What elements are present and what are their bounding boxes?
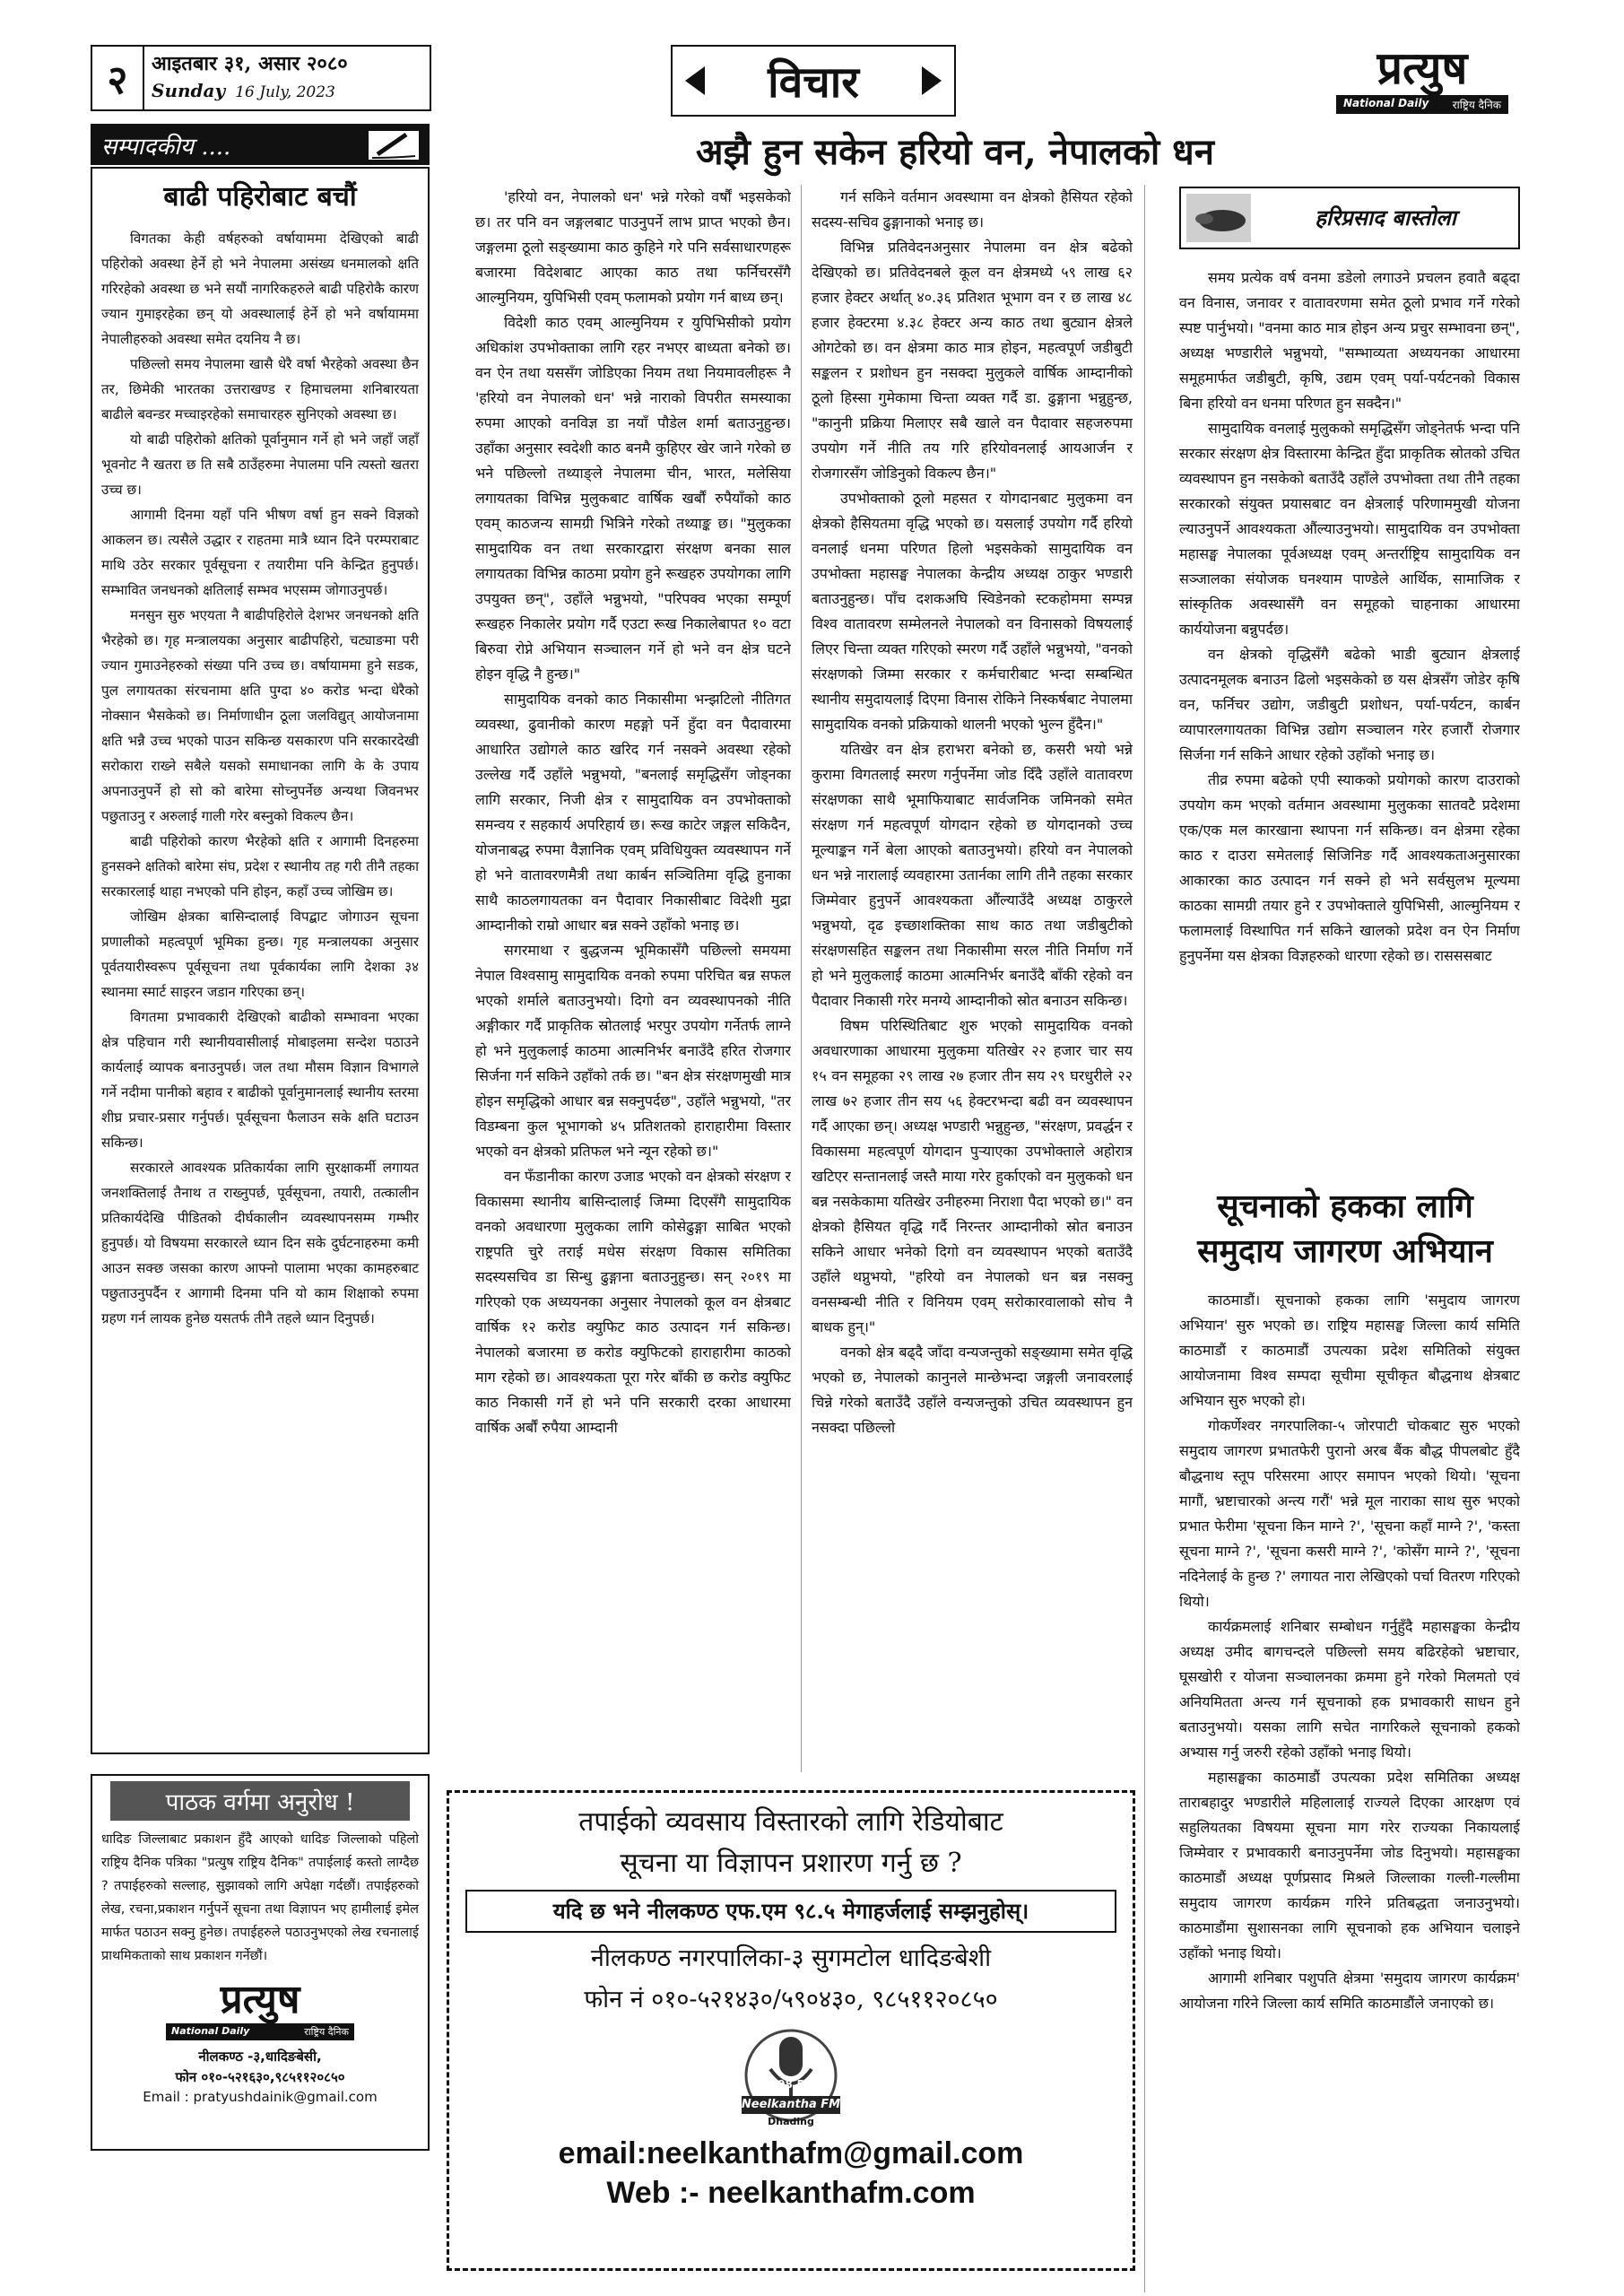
editorial-paragraph: मनसुन सुरु भएयता नै बाढीपहिरोले देशभर जनधनको क्षति भैरहेको छ। गृह मन्त्रालयका अनुसार बाढीपहिरो, चट्याङमा परी ज्यान गुमाउनेहरुको संख्या पनि उच्च छ। वर्षायाममा हुने सडक, पुल लगायतका संरचनामा क्षति पुग्दा ४० करोड भन्दा धेरैको नोक्सान भैसकेको छ। निर्माणाधीन ठूला जलविद्युत् आयोजनामा क्षति भन्नै उच्च भएको पाउन सकिन्छ यसकारण पनि सरकारदेखी सरोकारा राख्ने सबैले यसको समाधानका लागि के के उपाय अपनाउनुपर्ने हो सो को बारेमा सोच्नुपर्नेछ अन्यथा जिवनभर पछुताउनु र अरुलाई गाली गरेर बस्नुको विकल्प छैन। xyxy=(101,607,419,824)
article-paragraph: सगरमाथा र बुद्धजन्म भूमिकासँगै पछिल्लो समयमा नेपाल विश्वसामु सामुदायिक वनको रुपमा परिचित बन्न सफल भएको शर्माले बताउनुभयो। दिगो वन व्यवस्थापनको नीति अङ्गीकार गर्दै प्राकृतिक स्रोतलाई भरपुर उपयोग गर्नेतर्फ लाग्ने हो भने मुलुकलाई काठमा आत्मनिर्भर बनाउँदै हरित रोजगार सिर्जना गर्न सकिने उहाँको तर्क छ। "बन क्षेत्र संरक्षणमुखी मात्र होइन समृद्धिको आधार बन्न सक्नुपर्दछ", उहाँले भन्नुभयो, "तर विडम्बना कुल भूभागको ४५ प्रतिशतको हाराहारीमा विस्तार भएको वन क्षेत्रको प्रतिफल भने न्यून रहेको छ।" xyxy=(475,942,791,1160)
news-paragraph: कार्यक्रमलाई शनिबार सम्बोधन गर्नुहुँदै महासङ्घका केन्द्रीय अध्यक्ष उमीद बागचन्दले पछिल्लो समय बढिरहेको भ्रष्टाचार, घूसखोरी र योजना सञ्चालनका क्रममा हुने गरेको मिलमतो एवं अनियमितता अन्त्य गर्न सूचनाको हक प्रभावकारी साधन हुने बताउनुभयो। यसका लागि सचेत नागरिकले सूचनाको हकको अभ्यास गर्नु जरुरी रहेको उहाँको भनाइ थियो। xyxy=(1179,1618,1520,1761)
page-number: २ xyxy=(107,57,128,103)
editorial-box xyxy=(91,167,430,1754)
ad-line-2: सूचना या विज्ञापन प्रशारण गर्नु छ ? xyxy=(620,1848,962,1879)
article-headline: अझै हुन सकेन हरियो वन, नेपालको धन xyxy=(696,131,1214,173)
editorial-label: सम्पादकीय .... xyxy=(101,134,231,161)
request-logo-text: प्रत्युष xyxy=(220,1977,300,2022)
article-paragraph: यतिखेर वन क्षेत्र हराभरा बनेको छ, कसरी भयो भन्ने कुरामा विगतलाई स्मरण गर्नुपर्नेमा जोड दिँदै उहाँले वातावरण संरक्षणका साथै भूमाफियाबाट सार्वजनिक जमिनको समेत संरक्षण गर्न महत्वपूर्ण योगदान रहेको छ योगदानको उच्च मूल्याङ्कन गर्ने बेला आएको बताउनुभयो। हरियो वन नेपालको धन भन्ने नारालाई व्यवहारमा उतार्नका लागि तीनै तहका सरकार जिम्मेवार हुनुपर्ने आवश्यकता औंल्याउँदै अध्यक्ष ठाकुरले भन्नुभयो, दृढ इच्छाशक्तिका साथ काठ तथा जडीबुटीको संरक्षणसहित सङ्कलन तथा निकासीमा सरल नीति निर्माण गर्ने हो भने मुलुकलाई काठमा आत्मनिर्भर बनाउँदै बाँकी रहेको वन पैदावार निकासी गरेर मनग्ये आम्दानीको स्रोत बनाउन सकिन्छ। xyxy=(812,741,1133,1009)
editorial-paragraph: विगतका केही वर्षहरुको वर्षायाममा देखिएको बाढी पहिरोको अवस्था हेर्ने हो भने नेपालमा असंख्य धनमालको क्षति गरिरहेको अवस्था छ भने सयौं नागरिकहरुले बाढी पहिरोकै कारण ज्यान गुमाइरहेका छन् यो अवस्थालाई हेर्ने हो भने वर्षायाममा नेपालीहरुको अवस्था समेत दयनिय नै छ। xyxy=(101,230,419,347)
section-banner xyxy=(671,45,956,117)
ad-web[interactable]: Web :- neelkanthafm.com xyxy=(606,2176,976,2210)
article-column-3 xyxy=(1179,265,1520,1168)
date-block xyxy=(144,45,431,111)
editorial-label-bar xyxy=(91,124,430,165)
page-number-box xyxy=(91,45,144,111)
article-paragraph: समय प्रत्येक वर्ष वनमा डडेलो लगाउने प्रचलन हवातै बढ्दा वन विनास, जनावर र वातावरणमा समेत ठूलो प्रभाव गर्ने गरेको स्पष्ट पार्नुभयो। "वनमा काठ मात्र होइन अन्य प्रचुर सम्भावना छन्", अध्यक्ष भण्डारीले भन्नुभयो, "सम्भाव्यता अध्ययनका आधारमा समूहमार्फत जडीबुटी, कृषि, उद्यम एवम् पर्या-पर्यटनको विकास बिना हरियो वन धनमा परिणत हुन सक्दैन।" xyxy=(1179,269,1520,412)
news-headline-line1: सूचनाको हकका लागि xyxy=(1217,1187,1473,1225)
ad-logo-freq: 98.5 xyxy=(777,2078,804,2091)
article-paragraph: सामुदायिक वनको काठ निकासीमा भन्झटिलो नीतिगत व्यवस्था, ढुवानीको कारण महङ्गो पर्ने हुँदा वन पैदावारमा आधारित उद्योगले काठ खरिद गर्न नसक्ने अवस्था रहेको उल्लेख गर्दै उहाँले भन्नुभयो, "बनलाई समृद्धिसँग जोड्नका लागि सरकार, निजी क्षेत्र र सामुदायिक वन उपभोक्ताको समन्वय र सहकार्य अपरिहार्य छ। रूख काटेर जङ्गल सकिदैन, योजनाबद्ध रुपमा वैज्ञानिक एवम् प्रविधियुक्त व्यवस्थापन गर्ने हो भने वातावरणमैत्री तथा कार्बन सञ्चितिमा वृद्धि हुनाका साथै काठलगायतका वन पैदावार निकासीबाट विदेशी मुद्रा आम्दानीको राम्रो आधार बन्न सक्ने उहाँको भनाइ छ। xyxy=(475,691,791,934)
author-photo-icon xyxy=(1186,194,1251,242)
article-paragraph: वन क्षेत्रको वृद्धिसँगै बढेको भाडी बुट्यान क्षेत्रलाई उत्पादनमूलक बनाउन ढिलो भइसकेको छ यस क्षेत्रसँग जोडेर कृषि वन, फर्निचर उद्योग, जडीबुटी प्रशोधन, पर्या-पर्यटन, कार्बन व्यापारलगायतका विभिन्न उद्योग सञ्चालन गरेर हजारौं रोजगार सिर्जना गर्न सकिने आधार रहेको उहाँको भनाइ छ। xyxy=(1179,646,1520,763)
ad-line-5: फोन नं ०१०-५२१४३०/५९०४३०, ९८५११२०८५० xyxy=(584,1986,998,2013)
column-divider xyxy=(801,185,802,1772)
editorial-title: बाढी पहिरोबाट बचौं xyxy=(163,181,357,213)
request-title: पाठक वर्गमा अनुरोध ! xyxy=(165,1789,355,1816)
news-paragraph: गोकर्णेश्वर नगरपालिका-५ जोरपाटी चोकबाट सुरु भएको समुदाय जागरण प्रभातफेरी पुरानो अरब बैंक बौद्ध पीपलबोट हुँदै बौद्धनाथ स्तूप परिसरमा आएर समापन भएको थियो। 'सूचना मागौं, भ्रष्टाचारको अन्त्य गरौं' भन्ने मूल नाराका साथ सुरु भएको प्रभात फेरीमा 'सूचना किन माग्ने ?', 'सूचना कहाँ माग्ने ?', 'कस्ता सूचना माग्ने ?', 'सूचना कसरी माग्ने ?', 'कोसँग माग्ने ?', 'सूचना नदिनेलाई के हुन्छ ?' लगायत नारा लेखिएको पर्चा वितरण गरिएको थियो। xyxy=(1179,1417,1520,1610)
logo-sub-left: National Daily xyxy=(1343,97,1429,109)
logo-text: प्रत्युष xyxy=(1376,41,1468,94)
section-title: विचार xyxy=(768,57,859,108)
article-column-2 xyxy=(812,185,1133,1770)
ad-logo-sub: Dhading xyxy=(768,2116,814,2127)
article-paragraph: विदेशी काठ एवम् आल्मुनियम र युपिभिसीको प्रयोग अधिकांश उपभोक्ताका लागि रहर नभएर बाध्यता बनेको छ। वन ऐन तथा यससँग जोडिएका नियम तथा नियमावलीहरू नै 'हरियो वन नेपालको धन' भन्ने नाराको विपरीत समस्याका रुपमा आएको वनविज्ञ डा नयाँ पौडेल शर्मा बताउनुहुन्छ। उहाँका अनुसार स्वदेशी काठ बनमै कुहिएर खेर जाने गरेको छ भने पछिल्लो तथ्याङ्ले नेपालमा चीन, भारत, मलेसिया लगायतका विभिन्न मुलुकबाट वार्षिक खर्बौं रुपैयाँको काठ एवम् काठजन्य सामग्री भित्रिने गरेको तथ्याङ्क छ। "मुलुकका सामुदायिक वन तथा सरकारद्वारा संरक्षण बनका साल लगायतका विभिन्न काठमा प्रयोग हुने रूखहरु उपयोगका लागि उपयुक्त छन्", उहाँले भन्नुभयो, "परिपक्व भएका सम्पूर्ण रूखहरु निकालेर प्रयोग गर्दै एउटा रूख निकालेबापत १० वटा बिरुवा रोप्ने अभियान सञ्चालन गर्ने हो भने वन क्षेत्र घटने होइन वृद्धि नै हुन्छ।" xyxy=(475,314,791,683)
article-paragraph: विभिन्न प्रतिवेदनअनुसार नेपालमा वन क्षेत्र बढेको देखिएको छ। प्रतिवेदनबले कूल वन क्षेत्रमध्ये ५९ लाख ६२ हजार हेक्टर अर्थात् ४०.३६ प्रतिशत भूभाग वन र छ लाख ४८ हजार हेक्टरमा ४.३८ हेक्टर अन्य काठ तथा बुट्यान क्षेत्रले ओगटेको छ। वन क्षेत्रमा काठ मात्र होइन, महत्वपूर्ण जडीबुटी सङ्कलन र प्रशोधन हुन नसक्दा मुलुकले वार्षिक आम्दानीको ठूलो हिस्सा गुमेकामा चिन्ता व्यक्त गर्दै डा. ढुङ्गाना भन्नुहुन्छ, "कानुनी प्रक्रिया मिलाएर सबै खाले वन पैदावार सहजरुपमा उपयोग गर्ने नीति तय गरि हरियोवनलाई आयआर्जन र रोजगारसँग जोडिनुको विकल्प छैन।" xyxy=(812,239,1133,482)
article-column-1 xyxy=(475,185,791,1770)
request-body: धादिङ जिल्लाबाट प्रकाशन हुँदै आएको धादिङ जिल्लाको पहिलो राष्ट्रिय दैनिक पत्रिका "प्रत्युष राष्ट्रिय दैनिक" तपाईलाई कस्तो लाग्दैछ ? तपाईहरुको सल्लाह, सुझावको लागि अपेक्षा गर्दछौं। तपाईहरुको लेख, रचना,प्रकाशन गर्नुपर्ने सूचना तथा विज्ञापन भए हामीलाई इमेल मार्फत पठाउन सक्नु हुनेछ। तपाईहरुले पठाउनुभएको लेख रचनालाई प्राथमिकताको साथ प्रकाशन गर्नेछौं। xyxy=(101,1832,419,1963)
request-phone: फोन ०१०-५२१६३०,९८५११२०८५० xyxy=(175,2069,345,2085)
ad-email[interactable]: email:neelkanthafm@gmail.com xyxy=(558,2136,1024,2170)
date-english: Sunday xyxy=(152,80,226,101)
article-paragraph: विषम परिस्थितिबाट शुरु भएको सामुदायिक वनको अवधारणाका आधारमा मुलुकमा यतिखेर २२ हजार चार सय १५ वन समूहका २९ लाख २७ हजार तीन सय २९ घरधुरीले २२ लाख ७२ हजार तीन सय ५६ हेक्टरभन्दा बढी वन व्यवस्थापन गर्दै आएका छन्। अध्यक्ष भण्डारी भन्नुहुन्छ, "संरक्षण, प्रवर्द्धन र विकासमा महत्वपूर्ण योगदान पुऱ्याएका उपभोक्ताले अहोरात्र खटिएर सन्तानलाई जस्तै माया गरेर हुर्काएको वन मुलुकको धन बन्न नसकेकामा यतिखेर उनीहरुमा निराशा पैदा भएको छ।" वन क्षेत्रको हैसियत वृद्धि गर्दै निरन्तर आम्दानीको स्रोत बनाउन सकिने आधार भनेको दिगो वन व्यवस्थापन भएको बताउँदै उहाँले थप्नुभयो, "हरियो वन नेपालको धन बन्न नसक्नु वनसम्बन्धी नीति र विनियम एवम् सरोकारवालाको सोच नै बाधक हुन्।" xyxy=(812,1017,1133,1335)
date-nepali: आइतबार ३१, असार २०८० xyxy=(152,52,348,75)
request-address: नीलकण्ठ -३,धादिङबेसी, xyxy=(198,2048,322,2065)
ad-line-3: यदि छ भने नीलकण्ठ एफ.एम ९८.५ मेगाहर्जलाई सम्झनुहोस्। xyxy=(465,1890,1116,1933)
editorial-paragraph: बाढी पहिरोको कारण भैरहेको क्षति र आगामी दिनहरुमा हुनसक्ने क्षतिको बारेमा संघ, प्रदेश र स्थानीय तह गरी तीनै तहका सरकारलाई थाहा नभएको पनि होइन, कहाँ उच्च जोखिम छ। xyxy=(101,833,419,900)
request-logo xyxy=(166,1977,354,2040)
editorial-paragraph: जोखिम क्षेत्रका बासिन्दालाई विपद्बाट जोगाउन सूचना प्रणालीको महत्वपूर्ण भूमिका हुन्छ। गृह मन्त्रालयका अनुसार पूर्वतयारीस्वरूप पूर्वसूचना तथा पूर्वकार्यका लागि देशका ३४ स्थानमा स्मार्ट साइरन जडान गरिएका छन्। xyxy=(101,909,419,1000)
logo-sub-right: राष्ट्रिय दैनिक xyxy=(1452,99,1501,111)
date-english-detail: 16 July, 2023 xyxy=(235,83,335,101)
ad-line-1: तपाईको व्यवसाय विस्तारको लागि रेडियोबाट xyxy=(578,1806,1003,1838)
pen-icon xyxy=(367,127,421,163)
masthead-logo xyxy=(1325,41,1519,122)
news-paragraph: महासङ्घका काठमाडौं उपत्यका प्रदेश समितिका अध्यक्ष ताराबहादुर भण्डारीले महिलालाई राज्यले दिएका आरक्षण एवं सहुलियतका विषयमा सूचना माग गरेर राज्यका निकायलाई जिम्मेवार र प्रभावकारी बनाउनुपर्नेमा जोड दिनुभयो। महासङ्घका काठमाडौं अध्यक्ष पूर्णप्रसाद मिश्रले जिल्लाका गल्ली-गल्लीमा समुदाय जागरण कार्यक्रम गरिने प्रतिबद्धता जनाउनुभयो। काठमाडौंमा सुशासनका लागि सूचनाको हक अभियान चलाइने उहाँको भनाइ थियो। xyxy=(1179,1769,1520,1961)
ad-logo-text: Neelkantha FM xyxy=(741,2098,841,2111)
column-divider xyxy=(1144,185,1145,2292)
article-paragraph: 'हरियो वन, नेपालको धन' भन्ने गरेको वर्षौं भइसकेको छ। तर पनि वन जङ्गलबाट पाउनुपर्ने लाभ प्राप्त भएको छैन। जङ्गलमा ठूलो सङ्ख्यामा काठ कुहिने गरे पनि सर्वसाधारणहरू बजारमा विदेशबाट आएका काठ तथा फर्निचरसँगै आल्मुनियम, युपिभिसी एवम् फलामको प्रयोग गर्न बाध्य छन्। xyxy=(475,188,791,306)
request-email[interactable]: Email : pratyushdainik@gmail.com xyxy=(143,2089,378,2105)
editorial-paragraph: सरकारले आवश्यक प्रतिकार्यका लागि सुरक्षाकर्मी लगायत जनशक्तिलाई तैनाथ त राख्नुपर्छ, पूर्वसूचना, तयारी, तत्कालीन प्रतिकार्यदेखि पीडितको दीर्घकालीन व्यवस्थापनसम्म गम्भीर हुनुपर्छ। यो विषयमा सरकारले ध्यान दिन सके दुर्घटनाहरुमा कमी आउन सक्छ जसका कारण आफ्नो पालामा भएका कामहरुबाट पछुताउनुपर्दैन र आगामी दिनमा पनि यो काम शिक्षाको रुपमा ग्रहण गर्न लायक हुनेछ यसतर्फ तीनै तहले ध्यान दिनुपर्छ। xyxy=(101,1160,419,1326)
news-headline-line2: समुदाय जागरण अभियान xyxy=(1197,1232,1493,1270)
article-paragraph: वनको क्षेत्र बढ्दै जाँदा वन्यजन्तुको सङ्ख्यामा समेत वृद्धि भएको छ, नेपालको कानुनले मान्छेभन्दा जङ्गली जनावरलाई चिन्ने गरेको बताउँदै उहाँले वन्यजन्तुको उचित व्यवस्थापन हुन नसक्दा पछिल्लो xyxy=(812,1344,1133,1436)
article-paragraph: वन फँडानीका कारण उजाड भएको वन क्षेत्रको संरक्षण र विकासमा स्थानीय बासिन्दालाई जिम्मा दिएसँगै सामुदायिक वनको अवधारणा मुलुकका लागि कोसेढुङ्गा साबित भएको राष्ट्रपति चुरे तराई मधेस संरक्षण विकास समितिका सदस्यसचिव डा सिन्धु ढुङ्गाना बताउनुहुन्छ। सन् २०१९ मा गरिएको एक अध्ययनका अनुसार नेपालको कूल वन क्षेत्रबाट वार्षिक १२ करोड क्युफिट काठ उत्पादन गर्न सकिन्छ। नेपालको बजारमा छ करोड क्युफिटको हाराहारीमा काठको माग रहेको छ। आवश्यकता पूरा गरेर बाँकी छ करोड क्युफिट काठ निकासी गर्ने हो भने पनि सरकारी दरका आधारमा वार्षिक अर्बौं रुपैया आम्दानी xyxy=(475,1168,791,1436)
request-logo-sub-left: National Daily xyxy=(171,2025,250,2037)
ad-logo xyxy=(724,2026,858,2134)
reader-request-box xyxy=(91,1774,430,2151)
article-paragraph: उपभोक्ताको ठूलो महसत र योगदानबाट मुलुकमा वन क्षेत्रको हैसियतमा वृद्धि भएको छ। यसलाई उपयोग गर्दै हरियो वनलाई धनमा परिणत हिलो भइसकेको सामुदायिक वन उपभोक्ता महासङ्घ नेपालका केन्द्रीय अध्यक्ष ठाकुर भण्डारी बताउनुहुन्छ। पाँच दशकअघि स्विडेनको स्टकहोममा सम्पन्न विश्व वातावरण सम्मेलनले नेपालको वन विनासको विषयलाई लिएर चिन्ता व्यक्त गरिएको स्मरण गर्दै उहाँले भन्नुभयो, "वनको संरक्षणको जिम्मा सरकार र कर्मचारीबाट भन्दा सम्बन्धित स्थानीय समुदायलाई दिएमा विनास रोकिने निस्कर्षबाट नेपालमा सामुदायिक वनको प्रक्रियाको थालनी भएको भुल्न हुँदैन।" xyxy=(812,490,1133,733)
article-paragraph: सामुदायिक वनलाई मुलुकको समृद्धिसँग जोड्नेतर्फ भन्दा पनि सरकार संरक्षण क्षेत्र विस्तारमा केन्द्रित हुँदा प्राकृतिक स्रोतको उचित व्यवस्थापन हुन नसकेको बताउँदै उहाँले उपभोक्ता तथा तीनै तहका सरकारको संयुक्त प्रयासबाट वन क्षेत्रलाई परिणाममुखी योजना ल्याउनुपर्ने आवश्यकता औंल्याउनुभयो। सामुदायिक वन उपभोक्ता महासङ्घ नेपालका पूर्वअध्यक्ष एवम् अन्तर्राष्ट्रिय सामुदायिक वन सञ्जालका संयोजक घनश्याम पाण्डेले आर्थिक, सामाजिक र सांस्कृतिक अवस्थासँगै वन समूहको चाहनाका आधारमा कार्ययोजना बन्नुपर्दछ। xyxy=(1179,420,1520,638)
request-logo-sub-right: राष्ट्रिय दैनिक xyxy=(304,2026,349,2038)
editorial-paragraph: विगतमा प्रभावकारी देखिएको बाढीको सम्भावना भएका क्षेत्र पहिचान गरी स्थानीयवासीलाई मोबाइलमा सन्देश पठाउने कार्यलाई व्यापक बनाउनुपर्छ। जल तथा मौसम विज्ञान विभागले गर्ने नदीमा पानीको बहाव र बाढीको पूर्वानुमानलाई स्थानीय स्तरमा शीघ्र प्रचार-प्रसार गर्नुपर्छ। पूर्वसूचना फैलाउन सके क्षति घटाउन सकिन्छ। xyxy=(101,1009,419,1151)
news-body xyxy=(1179,1288,1520,2291)
news-paragraph: आगामी शनिबार पशुपति क्षेत्रमा 'समुदाय जागरण कार्यक्रम' आयोजना गरिने जिल्ला कार्य समिति काठमाडौंले जनाएको छ। xyxy=(1179,1970,1520,2012)
author-photo xyxy=(1186,194,1251,242)
news-paragraph: काठमाडौं। सूचनाको हकका लागि 'समुदाय जागरण अभियान' सुरु भएको छ। राष्ट्रिय महासङ्घ जिल्ला कार्य समिति काठमाडौं र काठमाडौं उपत्यका प्रदेश समितिको संयुक्त आयोजनामा विश्व सम्पदा सूचीमा सूचीकृत बौद्धनाथ क्षेत्रबाट अभियान सुरु भएको हो। xyxy=(1179,1292,1520,1409)
author-name: हरिप्रसाद बास्तोला xyxy=(1315,204,1456,230)
news-headline xyxy=(1157,1184,1533,1274)
radio-ad xyxy=(447,1790,1135,2271)
arrow-right-icon xyxy=(922,66,942,95)
request-title-bar xyxy=(110,1781,410,1821)
editorial-paragraph: पछिल्लो समय नेपालमा खासै धेरै वर्षा भैरहेको अवस्था छैन तर, छिमेकी भारतका उत्तराखण्ड र हिमाचलमा शनिबारयता बाढीले बवन्डर मच्चाइरहेको समाचारहरु सुनिएको अवस्था छ। xyxy=(101,356,419,422)
ad-line-4: नीलकण्ठ नगरपालिका-३ सुगमटोल धादिङबेशी xyxy=(590,1944,992,1972)
article-paragraph: गर्न सकिने वर्तमान अवस्थामा वन क्षेत्रको हैसियत रहेको सदस्य-सचिव ढुङ्गानाको भनाइ छ। xyxy=(812,188,1133,230)
editorial-paragraph: यो बाढी पहिरोको क्षतिको पूर्वानुमान गर्ने हो भने जहाँ जहाँ भूवनोट नै खतरा छ ति सबै ठाउँहरुमा नेपालमा पनि त्यस्तो खतरा उच्च छ। xyxy=(101,431,419,498)
author-box xyxy=(1179,187,1520,249)
article-paragraph: तीव्र रुपमा बढेको एपी स्याकको प्रयोगको कारण दाउराको उपयोग कम भएको वर्तमान अवस्थामा मुलुकका सातवटै प्रदेशमा एक/एक मल कारखाना स्थापना गर्न सकिन्छ। वन क्षेत्रमा रहेका काठ र दाउरा समेतलाई सिजिनिङ गर्दै आवश्यकताअनुसारका आकारका काठ उत्पादन गर्न सक्ने हो भने सर्वसुलभ मूल्यमा काठका सामग्री तयार हुने र उपभोक्ताले युपिभिसी, आल्मुनियम र फलामलाई विस्थापित गर्न सकिने खालको प्रदेश वन ऐन निर्माण हुनुपर्नेमा यस क्षेत्रका विज्ञहरुको धारणा रहेको छ। रासससबाट xyxy=(1179,771,1520,964)
editorial-paragraph: आगामी दिनमा यहाँ पनि भीषण वर्षा हुन सक्ने विज्ञको आकलन छ। त्यसैले उद्धार र राहतमा मात्रै ध्यान दिने परम्पराबाट माथि उठेर सरकार पूर्वसूचना र तयारीमा पनि केन्द्रित हुनुपर्छ। सम्भावित जनधनको क्षतिलाई सम्भव भएसम्म जोगाउनुपर्छ। xyxy=(101,507,419,598)
